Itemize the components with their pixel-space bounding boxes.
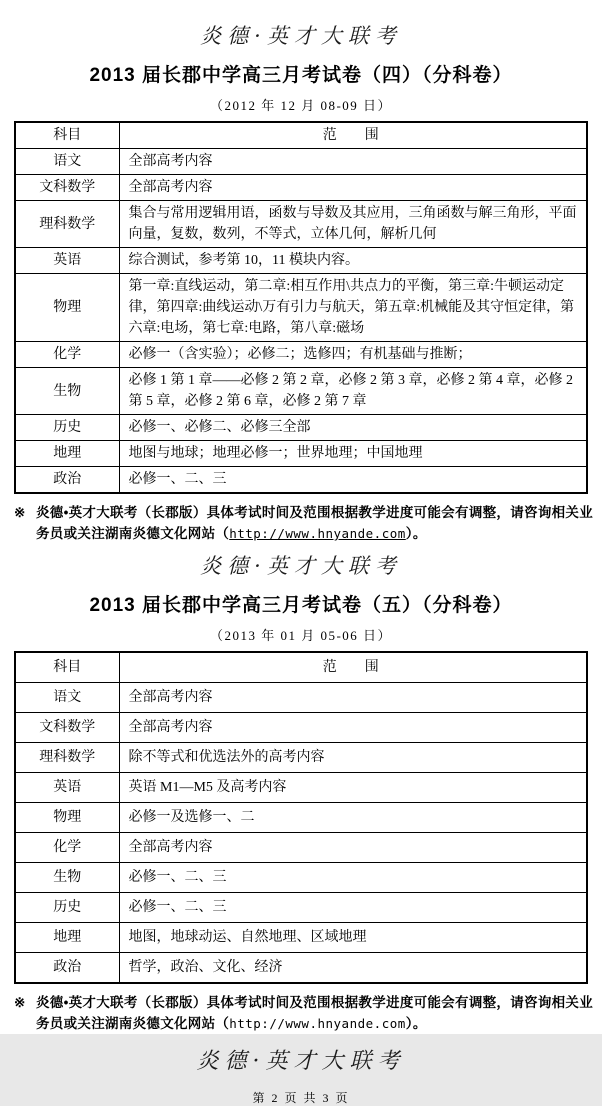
scope-cell: 第一章:直线运动，第二章:相互作用\共点力的平衡，第三章:牛顿运动定律，第四章:曲线运动\万有引力与航天，第五章:机械能及其守恒定律，第六章:电场，第七章:电路，第八章:磁场 — [119, 274, 587, 342]
subject-cell: 历史 — [15, 415, 119, 441]
footnote — [14, 502, 594, 544]
table-row — [15, 175, 587, 201]
footnote-prefix: 炎德•英才大联考（长郡版）具体考试时间及范围根据教学进度可能会有调整，请咨询相关业务员或关注湖南炎德文化网站（ — [36, 505, 594, 541]
table-row — [15, 743, 587, 773]
subject-cell: 英语 — [15, 248, 119, 274]
table-row — [15, 893, 587, 923]
brand-title: 炎德·英才大联考 — [200, 554, 402, 578]
subject-cell: 文科数学 — [15, 175, 119, 201]
table-row — [15, 415, 587, 441]
scope-cell: 集合与常用逻辑用语，函数与导数及其应用，三角函数与解三角形，平面向量，复数，数列，不等式，立体几何，解析几何 — [119, 201, 587, 248]
table-row — [15, 803, 587, 833]
scope-cell: 全部高考内容 — [119, 149, 587, 175]
table-row — [15, 683, 587, 713]
footnote-text — [36, 992, 594, 1034]
table-row — [15, 863, 587, 893]
column-header-scope: 范 围 — [119, 122, 587, 149]
scope-cell: 全部高考内容 — [119, 713, 587, 743]
exam-title: 2013 届长郡中学高三月考试卷（五）（分科卷） — [89, 595, 513, 616]
subject-cell: 政治 — [15, 953, 119, 984]
reference-mark: ※ — [14, 505, 26, 520]
scope-cell: 除不等式和优选法外的高考内容 — [119, 743, 587, 773]
subject-cell: 语文 — [15, 683, 119, 713]
scope-cell: 哲学，政治、文化、经济 — [119, 953, 587, 984]
brand-title-footer: 炎德·英才大联考 — [196, 1049, 406, 1074]
footnote-suffix: ）。 — [405, 1016, 427, 1031]
scope-cell: 英语 M1—M5 及高考内容 — [119, 773, 587, 803]
table-header-row — [15, 122, 587, 149]
table-header-row — [15, 652, 587, 683]
scope-cell: 必修一、二、三 — [119, 863, 587, 893]
table-row — [15, 953, 587, 984]
table-row — [15, 248, 587, 274]
column-header-subject: 科目 — [15, 122, 119, 149]
page-number: 第 2 页 共 3 页 — [252, 1091, 350, 1105]
subject-cell: 理科数学 — [15, 201, 119, 248]
scope-cell: 全部高考内容 — [119, 175, 587, 201]
table-row — [15, 201, 587, 248]
scope-cell: 地图与地球；地理必修一；世界地理；中国地理 — [119, 441, 587, 467]
scope-cell: 必修 1 第 1 章——必修 2 第 2 章，必修 2 第 3 章，必修 2 第 4 章，必修 2 第 5 章，必修 2 第 6 章，必修 2 第 7 章 — [119, 368, 587, 415]
subject-cell: 英语 — [15, 773, 119, 803]
scope-cell: 必修一及选修一、二 — [119, 803, 587, 833]
scope-cell: 地图，地球动运、自然地理、区域地理 — [119, 923, 587, 953]
subject-cell: 文科数学 — [15, 713, 119, 743]
website-link[interactable]: http://www.hnyande.com — [229, 526, 406, 541]
footnote-text — [36, 502, 594, 544]
table-row — [15, 149, 587, 175]
subject-cell: 历史 — [15, 893, 119, 923]
subject-cell: 政治 — [15, 467, 119, 494]
subject-cell: 语文 — [15, 149, 119, 175]
subject-scope-table — [14, 121, 588, 494]
footnote-suffix: ）。 — [405, 526, 427, 541]
website-link[interactable]: http://www.hnyande.com — [229, 1016, 406, 1031]
table-row — [15, 773, 587, 803]
scope-cell: 全部高考内容 — [119, 683, 587, 713]
table-row — [15, 342, 587, 368]
scope-cell: 必修一、二、三 — [119, 893, 587, 923]
scope-cell: 必修一（含实验）；必修二；选修四；有机基础与推断； — [119, 342, 587, 368]
subject-cell: 生物 — [15, 368, 119, 415]
exam-date: （2013 年 01 月 05-06 日） — [209, 628, 393, 643]
subject-cell: 生物 — [15, 863, 119, 893]
subject-cell: 理科数学 — [15, 743, 119, 773]
column-header-subject: 科目 — [15, 652, 119, 683]
scope-cell: 必修一、必修二、必修三全部 — [119, 415, 587, 441]
column-header-scope: 范 围 — [119, 652, 587, 683]
subject-cell: 地理 — [15, 923, 119, 953]
table-row — [15, 467, 587, 494]
scope-cell: 全部高考内容 — [119, 833, 587, 863]
table-row — [15, 368, 587, 415]
brand-title: 炎德·英才大联考 — [200, 24, 402, 48]
subject-cell: 地理 — [15, 441, 119, 467]
exam-title: 2013 届长郡中学高三月考试卷（四）（分科卷） — [89, 65, 513, 86]
subject-cell: 物理 — [15, 274, 119, 342]
exam-section-1 — [14, 20, 594, 544]
table-row — [15, 923, 587, 953]
subject-cell: 化学 — [15, 342, 119, 368]
table-row — [15, 441, 587, 467]
subject-cell: 物理 — [15, 803, 119, 833]
exam-section-2 — [14, 550, 594, 1034]
table-row — [15, 274, 587, 342]
exam-date: （2012 年 12 月 08-09 日） — [209, 98, 393, 113]
footnote — [14, 992, 594, 1034]
scope-cell: 必修一、二、三 — [119, 467, 587, 494]
table-row — [15, 713, 587, 743]
subject-scope-table — [14, 651, 588, 984]
table-row — [15, 833, 587, 863]
footnote-prefix: 炎德•英才大联考（长郡版）具体考试时间及范围根据教学进度可能会有调整，请咨询相关业务员或关注湖南炎德文化网站（ — [36, 995, 594, 1031]
subject-cell: 化学 — [15, 833, 119, 863]
scope-cell: 综合测试，参考第 10，11 模块内容。 — [119, 248, 587, 274]
reference-mark: ※ — [14, 995, 26, 1010]
